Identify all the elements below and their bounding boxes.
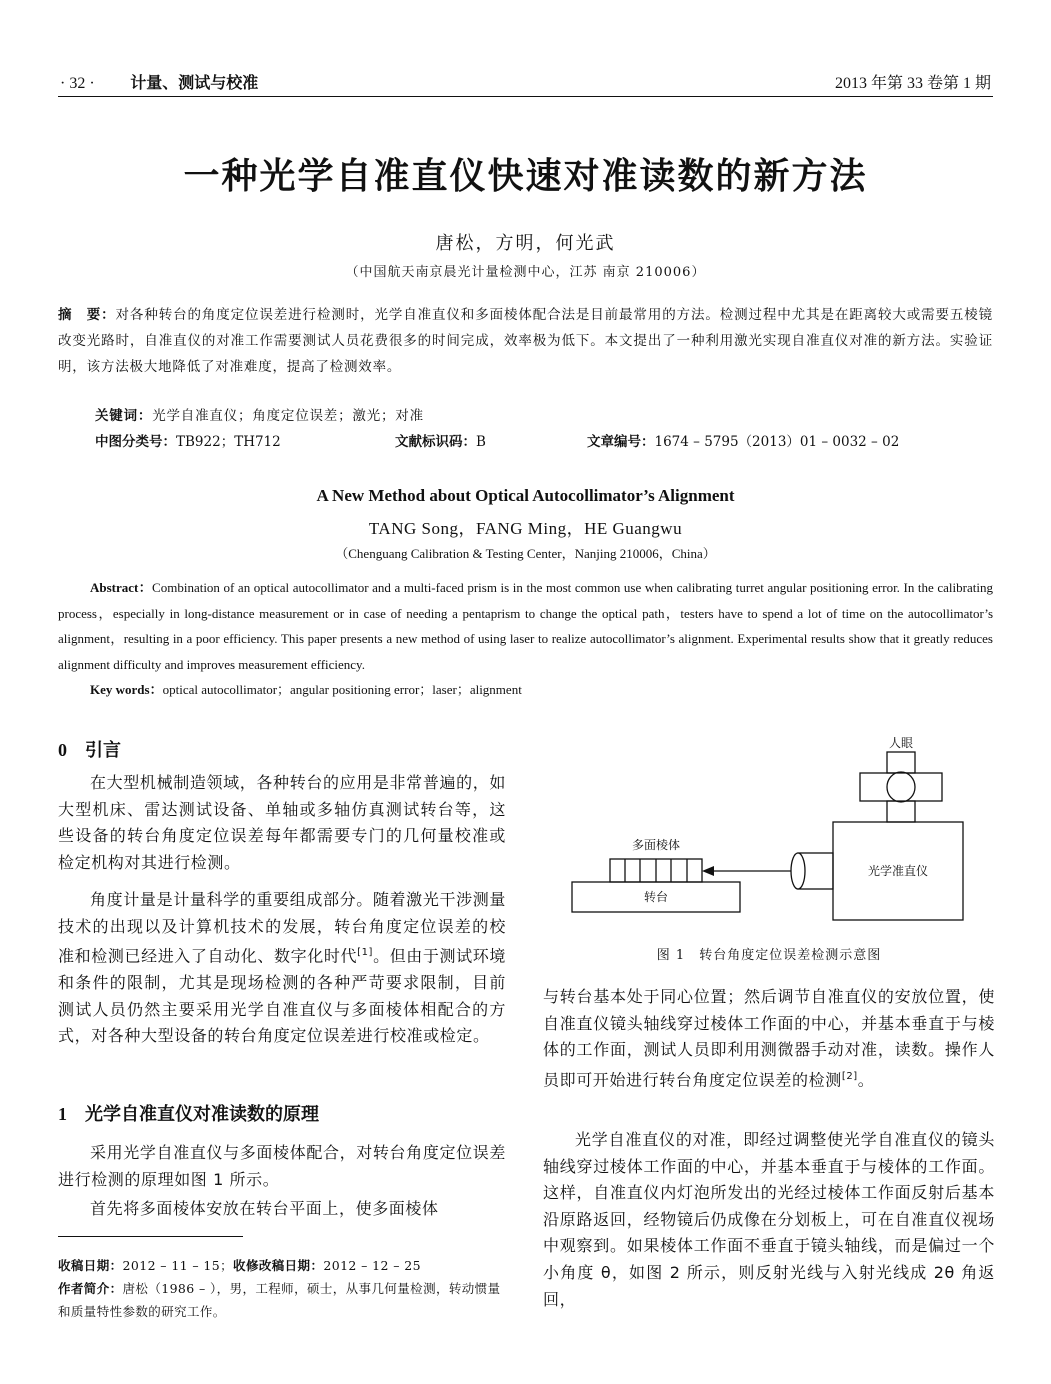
figure-1-caption: 图 1 转台角度定位误差检测示意图 — [656, 948, 882, 963]
article-number-item — [587, 430, 899, 450]
abstract-cn — [58, 302, 993, 380]
intro-paragraph-2-text-a: 角度计量是计量科学的重要组成部分。随着激光干涉测量技术的出现以及计算机技术的发展，转台角度定位误差的校准和检测已经进入了自动化、数字化时代 — [58, 890, 506, 966]
author-bio-text: 唐松（1986 – ），男，工程师，硕士，从事几何量检测，转动惯量和质量特性参数的研究工作。 — [58, 1281, 501, 1319]
footnotes — [58, 1254, 508, 1323]
revised-date: 2012 – 12 – 25 — [323, 1258, 421, 1273]
paper-title: 一种光学自准直仪快速对准读数的新方法 — [183, 156, 868, 197]
right-paragraph-1-text-a: 与转台基本处于同心位置；然后调节自准直仪的安放位置，使自准直仪镜头轴线穿过棱体工作面的中心，并基本垂直于与棱体的工作面，测试人员即利用测微器手动对准，读数。操作人员即可开始进行转台角度定位误差的检测 — [543, 987, 995, 1090]
section-0-title: 引言 — [85, 740, 121, 761]
section-0-heading — [58, 736, 506, 762]
section-1-paragraph-2: 首先将多面棱体安放在转台平面上，使多面棱体 — [90, 1199, 439, 1218]
received-date-line — [58, 1254, 508, 1277]
section-1-number: 1 — [58, 1104, 67, 1124]
right-paragraph-2: 光学自准直仪的对准，即经过调整使光学自准直仪的镜头轴线穿过棱体工作面的中心，并基本垂直于与棱体的工作面。这样，自准直仪内灯泡所发出的光经过棱体工作面反射后基本沿原路返回，经物镜后仍成像在分划板上，可在自准直仪视场中观察到。如果棱体工作面不垂直于镜头轴线，而是偏过一个小角度 θ，如图 2 所示，则反射光线与入射光线成 2θ 角返回， — [543, 1130, 995, 1309]
intro-paragraph-1: 在大型机械制造领域，各种转台的应用是非常普遍的，如大型机床、雷达测试设备、单轴或多轴仿真测试转台等，这些设备的转台角度定位误差每年都需要专门的几何量校准或检定机构对其进行检测。 — [58, 773, 506, 872]
doc-code-item — [395, 430, 486, 450]
english-keywords — [90, 679, 522, 698]
eyepiece-neck — [887, 801, 915, 822]
section-1-heading — [58, 1100, 506, 1126]
arrow-head — [702, 866, 714, 876]
citation-2: [2] — [841, 1070, 858, 1082]
english-title: A New Method about Optical Autocollimator’s Alignment — [316, 486, 735, 505]
clc-value: TB922；TH712 — [176, 434, 281, 450]
autocollimator-label: 光学准直仪 — [867, 864, 929, 878]
abstract-cn-label: 摘 要： — [58, 307, 116, 323]
english-abstract-label: Abstract： — [90, 580, 153, 595]
authors: 唐松，方明，何光武 — [435, 233, 616, 254]
keywords-cn-text: 光学自准直仪；角度定位误差；激光；对准 — [152, 408, 424, 424]
citation-1: [1] — [357, 947, 374, 959]
section-1-paragraph-1: 采用光学自准直仪与多面棱体配合，对转台角度定位误差进行检测的原理如图 1 所示。 — [58, 1143, 506, 1189]
doc-code-label: 文献标识码： — [395, 434, 476, 450]
author-bio-label: 作者简介： — [58, 1281, 123, 1296]
english-affiliation: （Chenguang Calibration & Testing Center，Nanjing 210006，China） — [335, 546, 716, 561]
prism-label: 多面棱体 — [631, 838, 681, 852]
received-date: 2012 – 11 – 15； — [122, 1258, 234, 1273]
article-number-label: 文章编号： — [587, 434, 655, 450]
section-0-number: 0 — [58, 740, 67, 760]
intro-paragraph-2-text-b: 。但由于测试环境和条件的限制，尤其是现场检测的各种严苛要求限制，目前测试人员仍然主要采用光学自准直仪与多面棱体相配合的方式，对各种大型设备的转台角度定位误差进行校准或检定。 — [58, 946, 506, 1046]
clc-label: 中图分类号： — [95, 434, 176, 450]
received-label: 收稿日期： — [58, 1258, 123, 1273]
article-number-value: 1674 – 5795（2013）01 – 0032 – 02 — [654, 434, 900, 450]
english-authors: TANG Song，FANG Ming，HE Guangwu — [368, 519, 683, 538]
clc-item — [95, 430, 281, 450]
affiliation: （中国航天南京晨光计量检测中心，江苏 南京 210006） — [345, 265, 706, 280]
english-abstract — [58, 575, 993, 677]
footnote-rule — [58, 1236, 243, 1237]
journal-name: 计量、测试与校准 — [130, 73, 259, 92]
issue-info: 2013 年第 33 卷第 1 期 — [834, 75, 991, 92]
english-keywords-label: Key words： — [90, 682, 163, 697]
revised-label: 收修改稿日期： — [233, 1258, 324, 1273]
objective-lens — [791, 853, 805, 889]
abstract-cn-text: 对各种转台的角度定位误差进行检测时，光学自准直仪和多面棱体配合法是目前最常用的方法。检测过程中尤其是在距离较大或需要五棱镜改变光路时，自准直仪的对准工作需要测试人员花费很多的时间完成，效率极为低下。本文提出了一种利用激光实现自准直仪对准的新方法。实验证明，该方法极大地降低了对准难度，提高了检测效率。 — [58, 307, 993, 375]
figure-1-diagram — [560, 730, 980, 940]
doc-code-value: B — [476, 434, 486, 450]
intro-paragraph-2 — [58, 887, 506, 1050]
page-number: · 32 · — [60, 75, 95, 92]
right-paragraph-1-text-b: 。 — [857, 1070, 875, 1090]
right-paragraph-1 — [543, 984, 995, 1094]
turntable-label: 转台 — [643, 890, 669, 904]
keywords-cn — [95, 404, 424, 424]
running-header-left — [60, 70, 258, 93]
eye-icon — [887, 772, 915, 802]
keywords-cn-label: 关键词： — [95, 408, 153, 424]
author-bio — [58, 1277, 508, 1323]
english-abstract-text: Combination of an optical autocollimator and a multi-faced prism is in the most common use when calibrating turret angular positioning error. In the calibrating process，especially in long-distance measurement or in case of needing a pentaprism to change the optical path，testers have to spend a lot of time on the autocollimator’s alignment，resulting in a poor efficiency. This paper presents a new method of using laser to realize autocollimator’s alignment. Experimental results show that it greatly reduces alignment difficulty and improves measurement efficiency. — [58, 580, 993, 672]
eyepiece-top — [887, 752, 915, 773]
header-rule — [58, 96, 993, 97]
english-keywords-text: optical autocollimator；angular positioning error；laser；alignment — [162, 682, 522, 697]
eye-label: 人眼 — [888, 736, 914, 750]
section-1-title: 光学自准直仪对准读数的原理 — [85, 1104, 319, 1125]
